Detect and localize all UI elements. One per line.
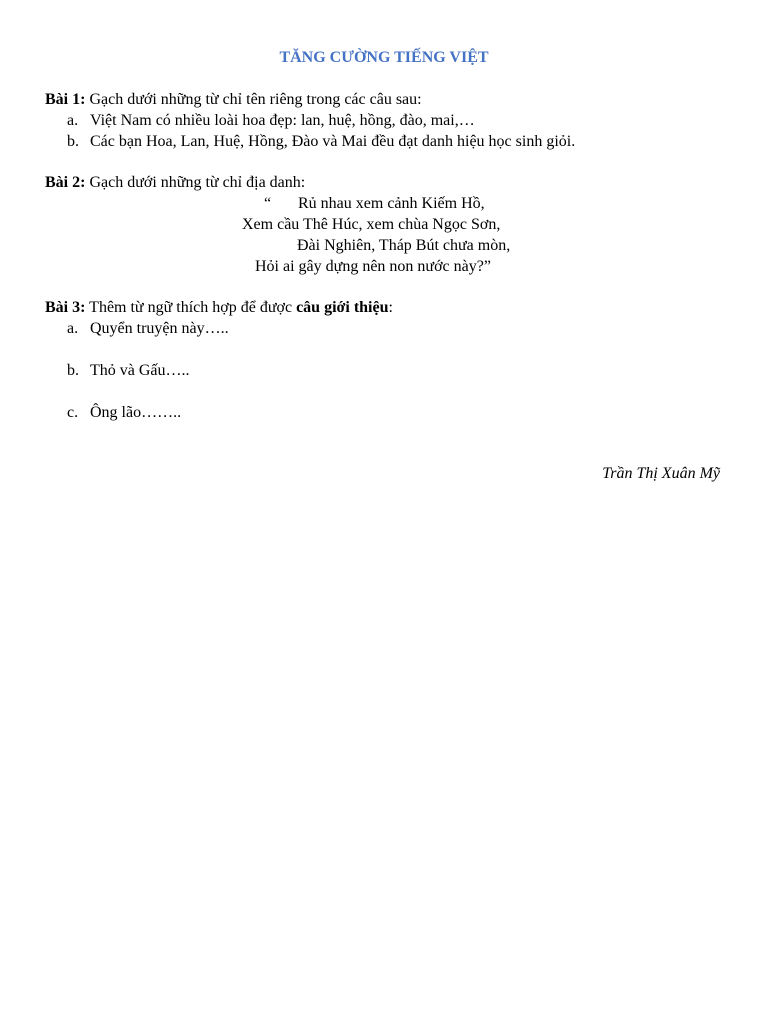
- poem: [45, 193, 735, 277]
- poem-line-2: Xem cầu Thê Húc, xem chùa Ngọc Sơn,: [242, 216, 501, 233]
- exercise-1-label: Bài 1:: [45, 91, 86, 108]
- exercise-3-instruction: Thêm từ ngữ thích hợp để được: [85, 299, 297, 316]
- poem-line-1: Rủ nhau xem cảnh Kiếm Hồ,: [298, 195, 485, 212]
- exercise-3-heading: [45, 297, 735, 318]
- list-item-text: Quyển truyện này…..: [90, 320, 229, 337]
- exercise-2-label: Bài 2:: [45, 174, 86, 191]
- page-title: TĂNG CƯỜNG TIẾNG VIỆT: [279, 49, 489, 66]
- blank-line: [45, 339, 735, 360]
- list-marker: c.: [67, 404, 79, 421]
- list-item-text: Các bạn Hoa, Lan, Huệ, Hồng, Đào và Mai đều đạt danh hiệu học sinh giỏi.: [90, 133, 576, 150]
- list-item-text: Việt Nam có nhiều loài hoa đẹp: lan, huệ, hồng, đào, mai,…: [90, 112, 475, 129]
- exercise-3-label: Bài 3:: [45, 299, 86, 316]
- exercise-3: [45, 297, 735, 423]
- blank-line: [45, 381, 735, 402]
- exercise-3-instruction-end: :: [388, 299, 393, 316]
- exercise-2-instruction: Gạch dưới những từ chỉ địa danh:: [85, 174, 306, 191]
- list-item: [45, 360, 735, 381]
- list-marker: a.: [67, 320, 79, 337]
- list-marker: b.: [67, 133, 79, 150]
- poem-open-quote: “: [264, 195, 272, 212]
- poem-line-3: Đài Nghiên, Tháp Bút chưa mòn,: [297, 237, 511, 254]
- list-item: [45, 402, 735, 423]
- list-item-text: Ông lão……..: [90, 404, 182, 421]
- list-marker: b.: [67, 362, 79, 379]
- poem-line-4: Hỏi ai gây dựng nên non nước này?”: [255, 258, 491, 275]
- author-signature: Trần Thị Xuân Mỹ: [602, 465, 720, 482]
- list-item-text: Thỏ và Gấu…..: [90, 362, 190, 379]
- exercise-1-heading: [45, 89, 735, 110]
- list-item: [45, 318, 735, 339]
- exercise-2: [45, 172, 735, 277]
- exercise-3-instruction-bold: câu giới thiệu: [296, 299, 389, 316]
- list-item: [45, 131, 735, 152]
- exercise-1-instruction: Gạch dưới những từ chỉ tên riêng trong các câu sau:: [85, 91, 422, 108]
- exercise-1: [45, 89, 735, 152]
- list-marker: a.: [67, 112, 79, 129]
- list-item: [45, 110, 735, 131]
- exercise-2-heading: [45, 172, 735, 193]
